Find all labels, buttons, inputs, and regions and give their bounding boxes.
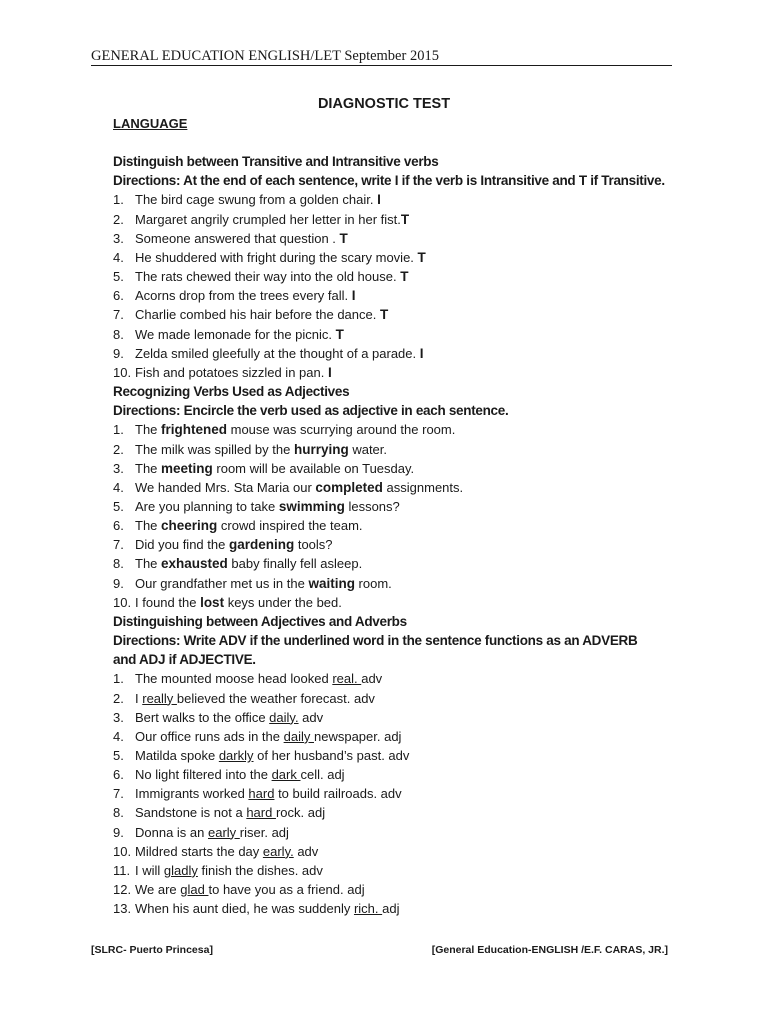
item-text: Acorns drop from the trees every fall. xyxy=(135,288,352,304)
item-highlighted-word: cheering xyxy=(161,518,218,534)
item-underlined-word: early xyxy=(208,824,240,840)
item-number: 9. xyxy=(113,345,124,361)
item-text-before: Donna is an xyxy=(135,824,208,840)
list-item xyxy=(113,842,677,861)
item-underlined-word: early. xyxy=(262,843,294,859)
item-number: 3. xyxy=(113,709,124,725)
item-text-after: rock. adj xyxy=(275,805,326,821)
item-number: 1. xyxy=(113,671,124,687)
item-underlined-word: rich. xyxy=(353,901,383,917)
item-text-after: tools? xyxy=(294,537,333,553)
part3-heading: Distinguishing between Adjectives and Adverbs xyxy=(113,613,407,629)
list-item xyxy=(113,861,677,880)
list-item xyxy=(113,440,677,459)
page-title xyxy=(0,95,768,114)
item-text: Zelda smiled gleefully at the thought of a parade. xyxy=(135,345,420,361)
item-text-before: The mounted moose head looked xyxy=(135,671,333,687)
list-item xyxy=(113,267,677,286)
item-text: We made lemonade for the picnic. xyxy=(135,326,336,342)
item-underlined-word: real. xyxy=(332,671,362,687)
list-item xyxy=(113,535,677,554)
list-item xyxy=(113,689,677,708)
list-item xyxy=(113,459,677,478)
item-text-before: Matilda spoke xyxy=(135,748,219,763)
item-text-before: The xyxy=(135,460,162,476)
item-highlighted-word: lost xyxy=(200,594,225,610)
item-number: 2. xyxy=(113,441,124,457)
item-underlined-word: dark xyxy=(271,767,301,783)
item-number: 7. xyxy=(113,307,124,323)
section-label: LANGUAGE xyxy=(113,116,188,131)
item-number: 3. xyxy=(113,230,124,246)
item-text: Charlie combed his hair before the dance. xyxy=(135,307,380,323)
part1-heading: Distinguish between Transitive and Intransitive verbs xyxy=(113,154,439,170)
item-number: 7. xyxy=(113,786,124,802)
item-text-before: Immigrants worked xyxy=(135,786,249,802)
list-item xyxy=(113,478,677,497)
part3-directions-line1: Directions: Write ADV if the underlined word in the sentence functions as an ADVERB xyxy=(113,633,638,649)
item-text-after: cell. adj xyxy=(300,767,345,783)
item-highlighted-word: exhausted xyxy=(161,556,228,572)
item-answer: T xyxy=(400,269,409,285)
list-item xyxy=(113,708,677,727)
item-number: 6. xyxy=(113,288,124,304)
list-item xyxy=(113,899,677,918)
list-item xyxy=(113,497,677,516)
item-text-after: believed the weather forecast. adv xyxy=(176,690,375,706)
part2-directions: Directions: Encircle the verb used as adjective in each sentence. xyxy=(113,403,509,419)
item-answer: T xyxy=(417,249,426,265)
item-text: Someone answered that question . xyxy=(135,230,340,246)
list-item xyxy=(113,765,677,784)
list-item xyxy=(113,325,677,344)
item-number: 8. xyxy=(113,326,124,342)
item-text-after: adj xyxy=(382,901,400,917)
item-text-before: The xyxy=(135,556,162,572)
item-number: 3. xyxy=(113,460,124,476)
item-number: 6. xyxy=(113,518,124,534)
item-number: 2. xyxy=(113,211,124,227)
list-item xyxy=(113,305,677,324)
item-number: 8. xyxy=(113,556,124,572)
list-item xyxy=(113,784,677,803)
list-item xyxy=(113,574,677,593)
item-underlined-word: daily. xyxy=(269,709,299,725)
item-underlined-word: darkly xyxy=(218,748,254,763)
item-text: Fish and potatoes sizzled in pan. xyxy=(135,364,328,380)
item-highlighted-word: frightened xyxy=(161,422,228,438)
item-text-before: Our office runs ads in the xyxy=(135,728,284,744)
item-answer: T xyxy=(339,230,348,246)
list-item xyxy=(113,669,677,688)
item-text-before: Bert walks to the office xyxy=(135,709,270,725)
item-number: 9. xyxy=(113,824,124,840)
item-text-after: water. xyxy=(348,441,388,457)
list-item xyxy=(113,344,677,363)
item-text-before: When his aunt died, he was suddenly xyxy=(135,901,354,917)
item-text-after: adv xyxy=(293,843,319,859)
document-body xyxy=(113,114,677,918)
document-header: GENERAL EDUCATION ENGLISH/LET September 2015 xyxy=(91,47,672,66)
item-highlighted-word: gardening xyxy=(228,537,295,553)
item-number: 10. xyxy=(113,843,132,859)
item-text-after: keys under the bed. xyxy=(224,594,342,610)
item-text-after: newspaper. adj xyxy=(313,728,402,744)
item-number: 7. xyxy=(113,537,124,553)
item-text-after: of her husband’s past. adv xyxy=(253,748,410,763)
spacer xyxy=(113,133,677,152)
item-text-before: I xyxy=(135,690,143,706)
list-item xyxy=(113,823,677,842)
list-item xyxy=(113,593,677,612)
item-text: The rats chewed their way into the old house. xyxy=(135,269,401,285)
item-text: The bird cage swung from a golden chair. xyxy=(135,192,378,208)
list-item xyxy=(113,420,677,439)
item-number: 11. xyxy=(113,862,131,878)
part2-list xyxy=(113,420,677,612)
list-item xyxy=(113,190,677,209)
item-answer: T xyxy=(335,326,344,342)
item-highlighted-word: completed xyxy=(315,479,383,495)
item-text-before: The xyxy=(135,518,162,534)
item-underlined-word: hard xyxy=(248,786,275,802)
item-number: 5. xyxy=(113,498,124,514)
item-text-after: baby finally fell asleep. xyxy=(227,556,363,572)
list-item xyxy=(113,210,677,229)
item-text-before: I found the xyxy=(135,594,201,610)
item-number: 2. xyxy=(113,690,124,706)
item-underlined-word: glad xyxy=(180,882,209,898)
item-number: 12. xyxy=(113,882,132,898)
part3-directions-line2: and ADJ if ADJECTIVE. xyxy=(113,652,256,668)
item-underlined-word: gladly xyxy=(163,862,198,878)
item-text-before: We are xyxy=(135,882,181,898)
item-highlighted-word: waiting xyxy=(308,575,355,591)
item-number: 10. xyxy=(113,364,132,380)
item-answer: I xyxy=(351,288,356,304)
item-underlined-word: hard xyxy=(246,805,276,821)
list-item xyxy=(113,554,677,573)
part1-directions: Directions: At the end of each sentence, write I if the verb is Intransitive and T if Transitive. xyxy=(113,173,665,189)
item-text-before: No light filtered into the xyxy=(135,767,272,783)
item-number: 1. xyxy=(113,422,124,438)
item-number: 9. xyxy=(113,575,124,591)
item-number: 8. xyxy=(113,805,124,821)
item-text-after: adv xyxy=(298,709,324,725)
list-item xyxy=(113,727,677,746)
item-text: Margaret angrily crumpled her letter in her fist. xyxy=(135,211,401,227)
part2-heading: Recognizing Verbs Used as Adjectives xyxy=(113,384,350,400)
item-answer: I xyxy=(377,192,381,208)
item-text-before: The xyxy=(135,422,162,438)
item-number: 1. xyxy=(113,192,124,208)
item-answer: I xyxy=(327,364,332,380)
list-item xyxy=(113,286,677,305)
item-answer: T xyxy=(379,307,389,323)
item-text-after: to have you as a friend. adj xyxy=(208,882,365,898)
item-number: 5. xyxy=(113,748,124,763)
item-underlined-word: daily xyxy=(283,728,314,744)
item-answer: T xyxy=(400,211,410,227)
item-highlighted-word: meeting xyxy=(161,460,213,476)
item-text-before: Are you planning to take xyxy=(135,498,279,514)
item-text-after: room will be available on Tuesday. xyxy=(212,460,415,476)
item-text-after: room. xyxy=(354,575,392,591)
item-text-before: Did you find the xyxy=(135,537,229,553)
item-underlined-word: really xyxy=(142,690,177,706)
item-number: 10. xyxy=(113,594,132,610)
item-text: He shuddered with fright during the scary movie. xyxy=(135,249,418,265)
item-number: 6. xyxy=(113,767,124,783)
item-number: 4. xyxy=(113,249,124,265)
list-item xyxy=(113,363,677,382)
item-text-after: mouse was scurrying around the room. xyxy=(227,422,456,438)
item-text-after: riser. adj xyxy=(239,824,289,840)
item-text-before: Our grandfather met us in the xyxy=(135,575,309,591)
item-number: 5. xyxy=(113,269,124,285)
item-text-before: We handed Mrs. Sta Maria our xyxy=(135,479,316,495)
footer-left: [SLRC- Puerto Princesa] xyxy=(91,944,213,956)
item-text-before: Mildred starts the day xyxy=(135,843,263,859)
item-text-after: adv xyxy=(361,671,383,687)
item-number: 4. xyxy=(113,728,124,744)
item-text-before: I will xyxy=(135,862,164,878)
item-highlighted-word: swimming xyxy=(278,498,345,514)
item-text-after: assignments. xyxy=(382,479,464,495)
footer-right: [General Education-ENGLISH /E.F. CARAS, JR.] xyxy=(431,944,668,956)
item-number: 13. xyxy=(113,901,132,917)
item-text-before: Sandstone is not a xyxy=(135,805,247,821)
item-number: 4. xyxy=(113,479,124,495)
item-highlighted-word: hurrying xyxy=(293,441,349,457)
list-item xyxy=(113,229,677,248)
item-text-after: finish the dishes. adv xyxy=(197,862,323,878)
part1-list xyxy=(113,190,677,382)
item-text-after: crowd inspired the team. xyxy=(217,518,363,534)
list-item xyxy=(113,516,677,535)
item-text-before: The milk was spilled by the xyxy=(135,441,294,457)
list-item xyxy=(113,746,677,765)
page-title-text: DIAGNOSTIC TEST xyxy=(317,96,451,112)
item-answer: I xyxy=(419,345,424,361)
item-text-after: lessons? xyxy=(344,498,400,514)
list-item xyxy=(113,880,677,899)
item-text-after: to build railroads. adv xyxy=(274,786,402,802)
part3-list xyxy=(113,669,677,918)
list-item xyxy=(113,248,677,267)
list-item xyxy=(113,803,677,822)
